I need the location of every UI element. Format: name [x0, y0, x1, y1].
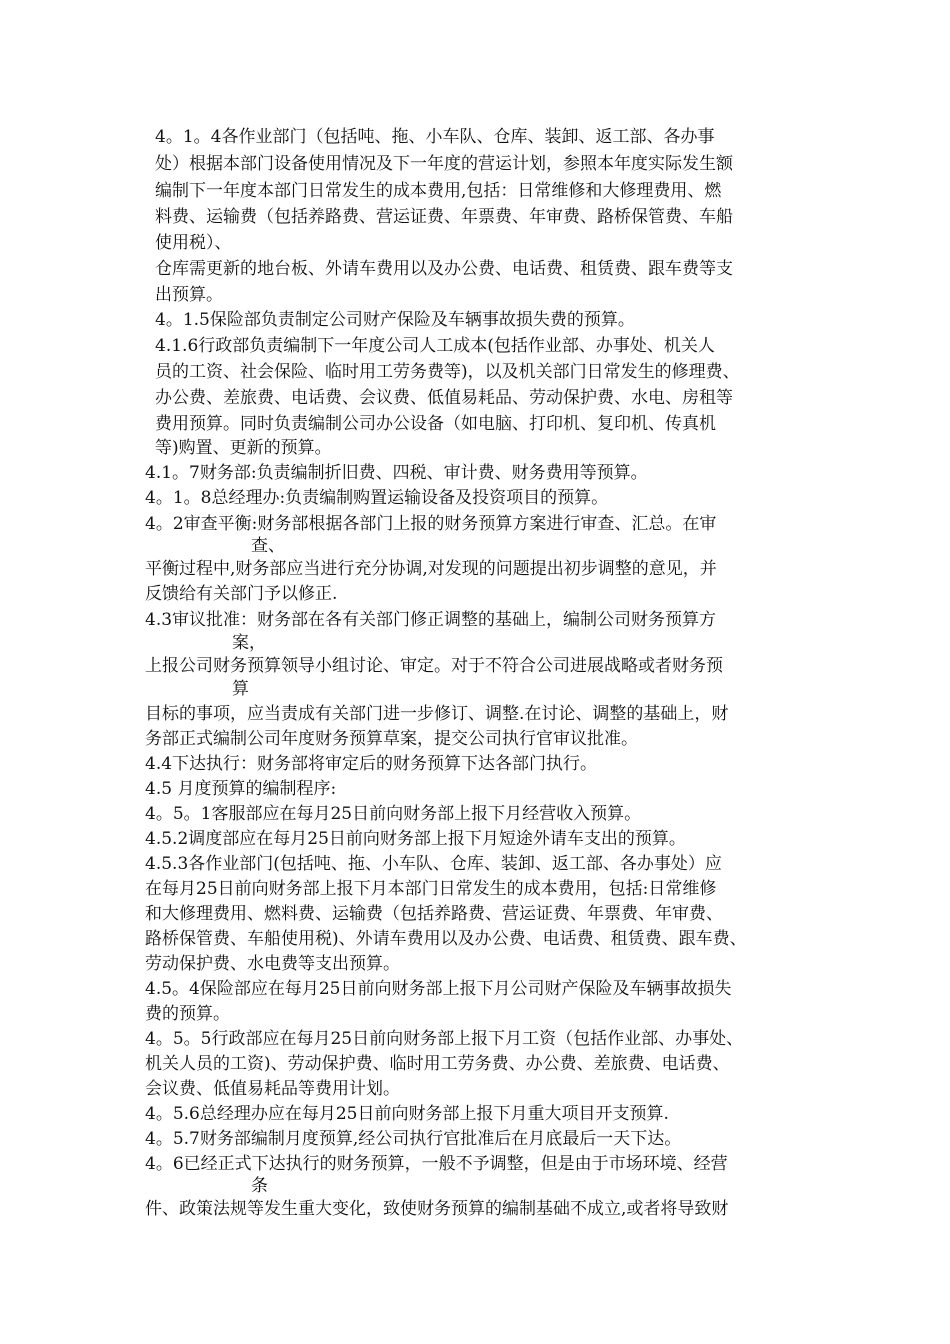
text-line: 4。1。8总经理办:负责编制购置运输设备及投资项目的预算。	[145, 488, 609, 508]
text-line: 使用税）、	[155, 233, 232, 253]
text-line: 4。2审查平衡:财务部根据各部门上报的财务预算方案进行审查、汇总。在审	[145, 514, 717, 534]
text-line: 4。6已经正式下达执行的财务预算，一般不予调整，但是由于市场环境、经营	[145, 1154, 728, 1174]
text-line: 上报公司财务预算领导小组讨论、审定。对于不符合公司进展战略或者财务预	[145, 656, 723, 676]
text-line: 4.1。7财务部:负责编制折旧费、四税、审计费、财务费用等预算。	[145, 463, 648, 483]
text-line: 查、	[251, 536, 285, 556]
text-line: 4.3审议批准：财务部在各有关部门修正调整的基础上，编制公司财务预算方	[145, 610, 717, 630]
text-line: 目标的事项，应当责成有关部门进一步修订、调整.在讨论、调整的基础上，财	[145, 704, 729, 724]
text-line: 4。5.6总经理办应在每月25日前向财务部上报下月重大项目开支预算.	[145, 1104, 669, 1124]
text-line: 料费、运输费（包括养路费、营运证费、年票费、年审费、路桥保管费、车船	[155, 207, 733, 227]
text-line: 和大修理费用、燃料费、运输费（包括养路费、营运证费、年票费、年审费、	[145, 904, 723, 924]
text-line: 算	[232, 679, 249, 699]
text-line: 员的工资、社会保险、临时用工劳务费等)，以及机关部门日常发生的修理费、	[155, 362, 740, 382]
text-line: 处）根据本部门设备使用情况及下一年度的营运计划，参照本年度实际发生额	[155, 154, 733, 174]
text-line: 4。5。5行政部应在每月25日前向财务部上报下月工资（包括作业部、办事处、	[145, 1029, 744, 1049]
text-line: 案，	[232, 633, 266, 653]
text-line: 费用预算。同时负责编制公司办公设备（如电脑、打印机、复印机、传真机	[155, 414, 716, 434]
text-line: 会议费、低值易耗品等费用计划。	[145, 1079, 400, 1099]
text-line: 办公费、差旅费、电话费、会议费、低值易耗品、劳动保护费、水电、房租等	[155, 388, 733, 408]
text-line: 反馈给有关部门予以修正.	[145, 584, 338, 604]
text-line: 机关人员的工资)、劳动保护费、临时用工劳务费、办公费、差旅费、电话费、	[145, 1054, 730, 1074]
text-line: 4。5.7财务部编制月度预算,经公司执行官批准后在月底最后一天下达。	[145, 1129, 682, 1149]
text-line: 4.1.6行政部负责编制下一年度公司人工成本(包括作业部、办事处、机关人	[155, 336, 715, 356]
text-line: 4.4下达执行：财务部将审定后的财务预算下达各部门执行。	[145, 754, 598, 774]
text-line: 出预算。	[155, 285, 223, 305]
text-line: 仓库需更新的地台板、外请车费用以及办公费、电话费、租赁费、跟车费等支	[155, 259, 733, 279]
text-line: 务部正式编制公司年度财务预算草案，提交公司执行官审议批准。	[145, 729, 638, 749]
text-line: 4.5。4保险部应在每月25日前向财务部上报下月公司财产保险及车辆事故损失	[145, 979, 732, 999]
text-line: 4.5 月度预算的编制程序:	[145, 779, 337, 799]
text-line: 编制下一年度本部门日常发生的成本费用,包括：日常维修和大修理费用、燃	[155, 181, 722, 201]
text-line: 4.5.2调度部应在每月25日前向财务部上报下月短途外请车支出的预算。	[145, 829, 686, 849]
text-line: 4。1。4各作业部门（包括吨、拖、小车队、仓库、装卸、返工部、各办事	[155, 127, 715, 147]
text-line: 4。1.5保险部负责制定公司财产保险及车辆事故损失费的预算。	[155, 310, 635, 330]
text-line: 费的预算。	[145, 1004, 230, 1024]
text-line: 等)购置、更新的预算。	[155, 438, 332, 458]
text-line: 件、政策法规等发生重大变化，致使财务预算的编制基础不成立,或者将导致财	[145, 1199, 729, 1219]
text-line: 4.5.3各作业部门(包括吨、拖、小车队、仓库、装卸、返工部、各办事处）应	[145, 854, 722, 874]
text-line: 4。5。1客服部应在每月25日前向财务部上报下月经营收入预算。	[145, 804, 642, 824]
text-line: 平衡过程中,财务部应当进行充分协调,对发现的问题提出初步调整的意见，并	[145, 559, 717, 579]
text-line: 劳动保护费、水电费等支出预算。	[145, 954, 400, 974]
text-line: 条	[251, 1176, 268, 1196]
text-line: 路桥保管费、车船使用税)、外请车费用以及办公费、电话费、租赁费、跟车费、	[145, 929, 747, 949]
text-line: 在每月25日前向财务部上报下月本部门日常发生的成本费用，包括:日常维修	[145, 879, 717, 899]
